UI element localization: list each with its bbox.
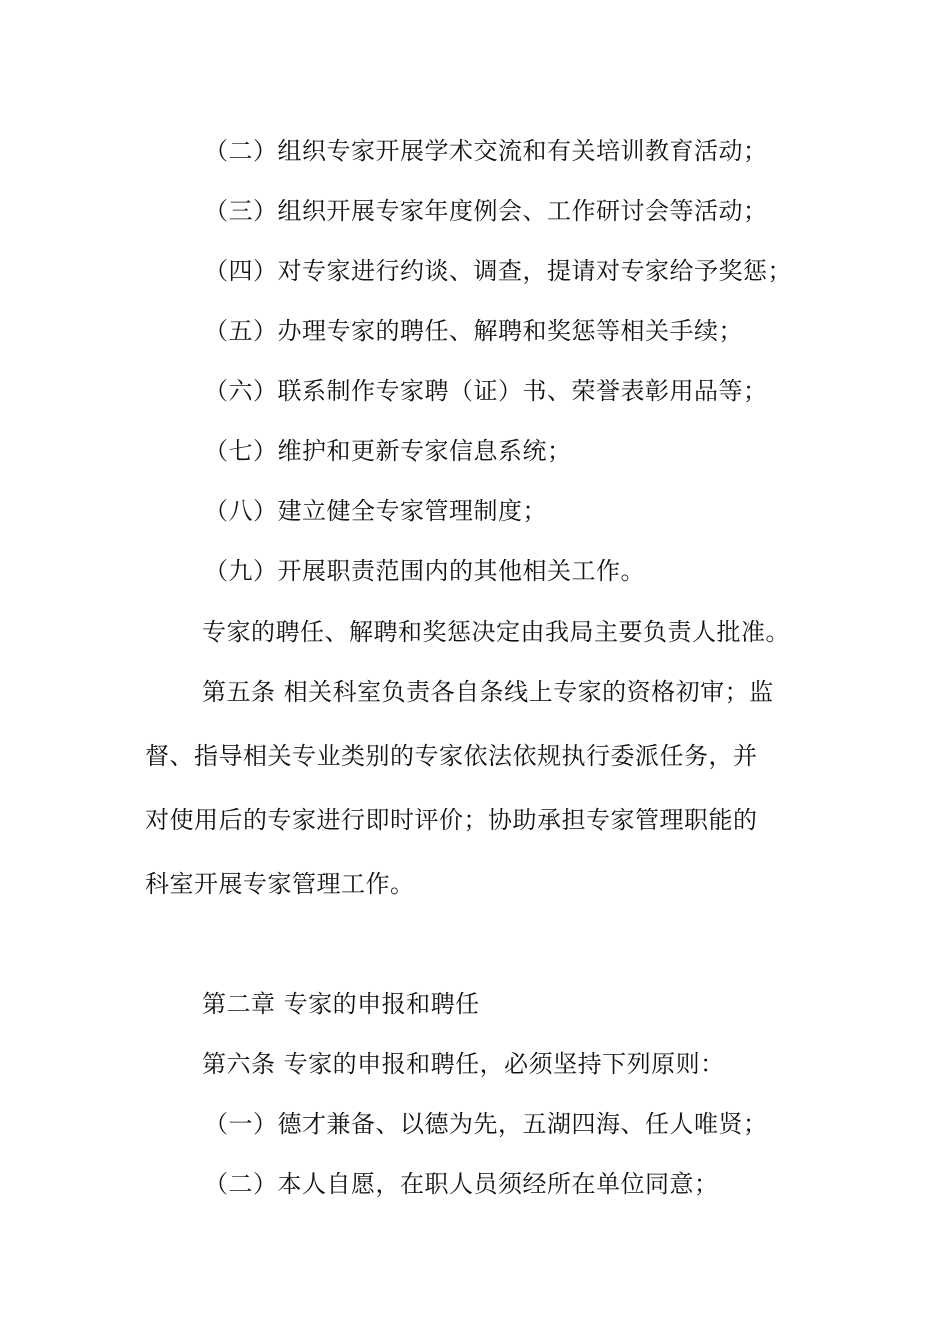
approval-paragraph: 专家的聘任、解聘和奖惩决定由我局主要负责人批准。	[202, 618, 790, 646]
list-item: （二）组织专家开展学术交流和有关培训教育活动；	[204, 137, 768, 165]
list-item: （四）对专家进行约谈、调查，提请对专家给予奖惩；	[204, 257, 792, 285]
chapter-title: 第二章 专家的申报和聘任	[202, 990, 480, 1018]
list-item: （八）建立健全专家管理制度；	[204, 497, 547, 525]
list-item: （二）本人自愿，在职人员须经所在单位同意；	[204, 1170, 719, 1198]
article-5-line: 督、指导相关专业类别的专家依法依规执行委派任务，并	[145, 742, 758, 770]
list-item: （五）办理专家的聘任、解聘和奖惩等相关手续；	[204, 317, 743, 345]
article-5-line: 科室开展专家管理工作。	[145, 870, 415, 898]
article-5-line: 第五条 相关科室负责各自条线上专家的资格初审；监	[202, 678, 774, 706]
list-item: （一）德才兼备、以德为先，五湖四海、任人唯贤；	[204, 1110, 768, 1138]
list-item: （七）维护和更新专家信息系统；	[204, 437, 572, 465]
article-5-line: 对使用后的专家进行即时评价；协助承担专家管理职能的	[145, 806, 758, 834]
list-item: （九）开展职责范围内的其他相关工作。	[204, 557, 645, 585]
list-item: （三）组织开展专家年度例会、工作研讨会等活动；	[204, 197, 768, 225]
article-6: 第六条 专家的申报和聘任，必须坚持下列原则：	[202, 1050, 725, 1078]
list-item: （六）联系制作专家聘（证）书、荣誉表彰用品等；	[204, 377, 768, 405]
